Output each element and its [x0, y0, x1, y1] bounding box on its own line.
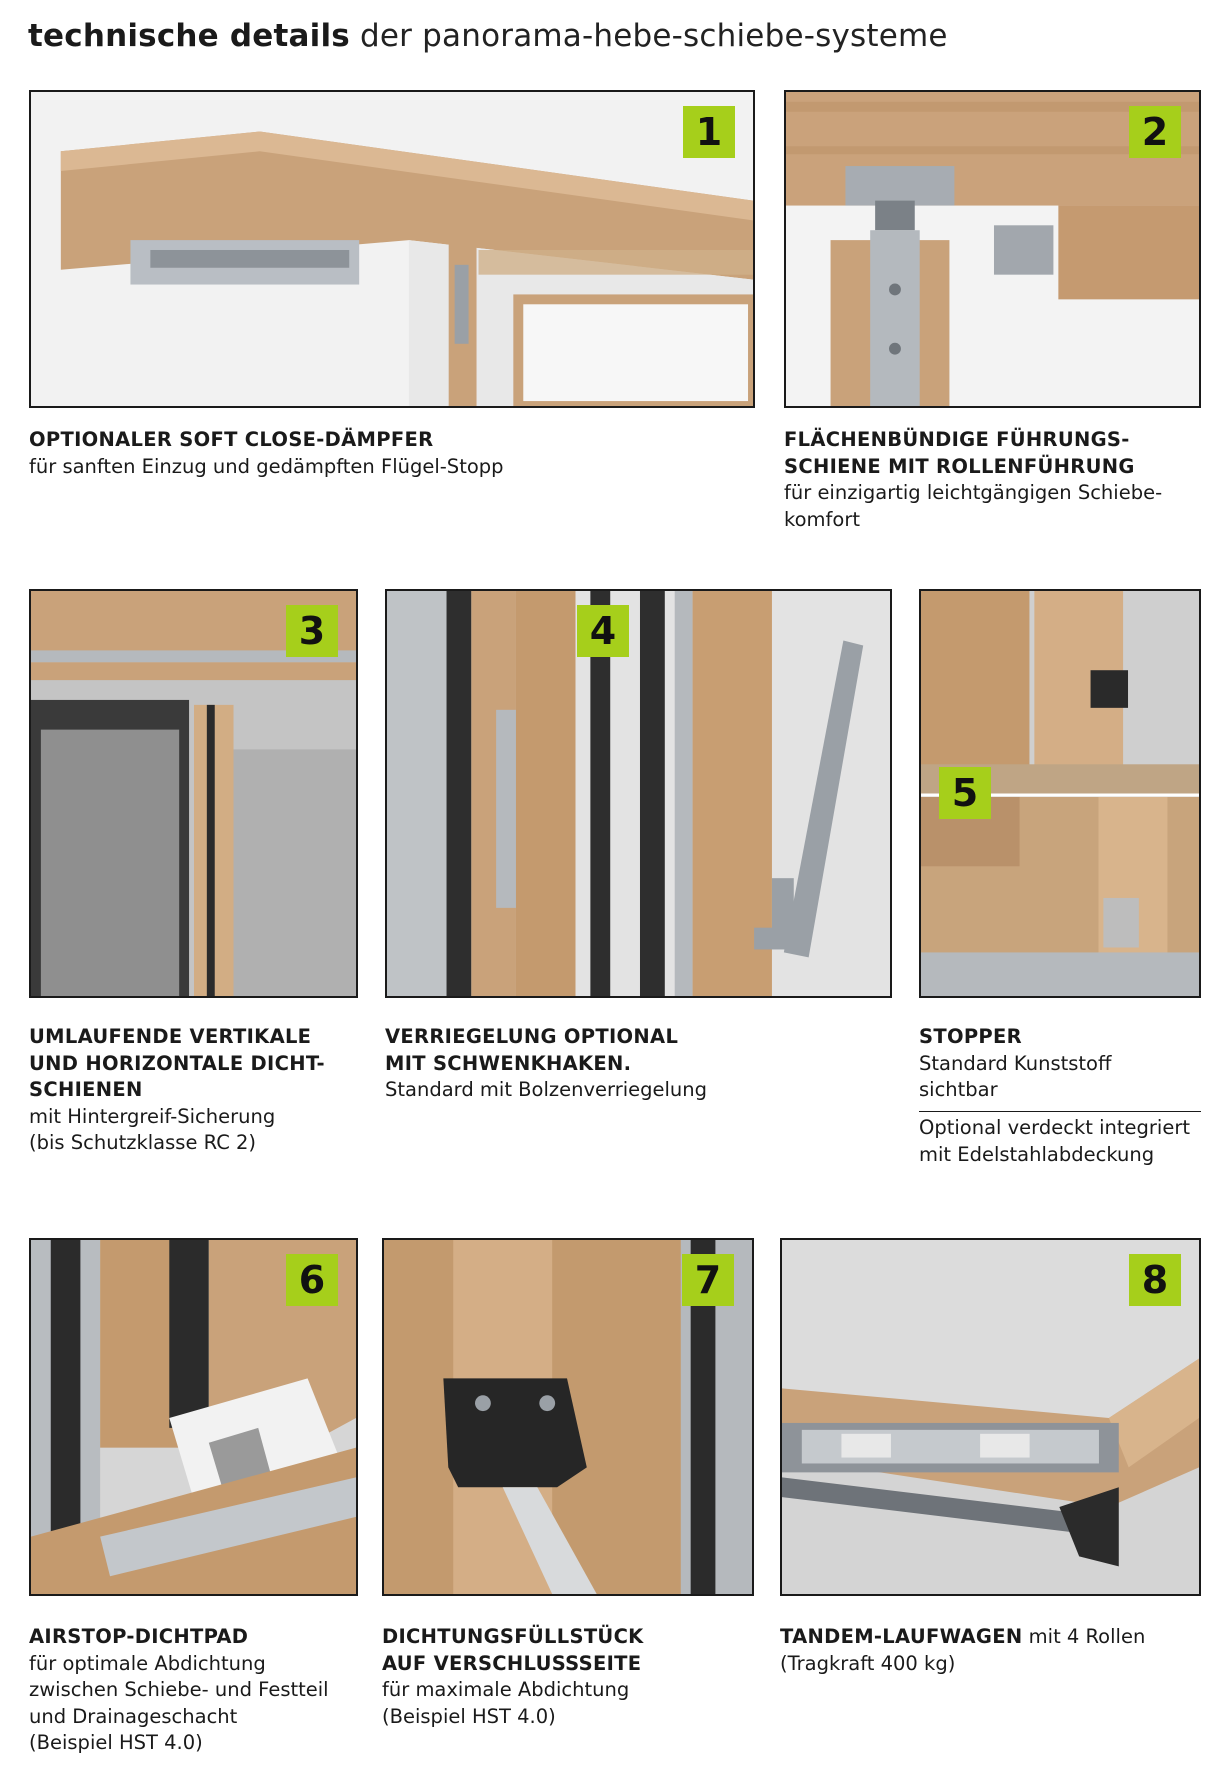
caption-3-text-line-2: (bis Schutzklasse RC 2) [29, 1131, 257, 1154]
caption-6-text-line-3: und Drainageschacht [29, 1704, 238, 1728]
photo-panel-8 [780, 1238, 1201, 1596]
photo-panel-7 [382, 1238, 754, 1596]
photo-panel-2 [784, 90, 1201, 408]
title-light: der panorama-hebe-schiebe-systeme [360, 18, 948, 54]
caption-5-optional [919, 1115, 1190, 1168]
caption-5-divider [919, 1111, 1201, 1112]
caption-6 [29, 1624, 329, 1757]
caption-2-text-line-2: komfort [784, 507, 860, 531]
badge-8: 8 [1129, 1254, 1181, 1306]
caption-7-heading-line-2: AUF VERSCHLUSSSEITE [382, 1651, 642, 1675]
caption-4-heading-line-1: VERRIEGELUNG OPTIONAL [385, 1025, 679, 1048]
caption-8 [780, 1624, 1145, 1677]
caption-8-heading-rest: mit 4 Rollen [1022, 1625, 1146, 1648]
caption-7-text-line-2: (Beispiel HST 4.0) [382, 1704, 556, 1728]
caption-4-text-line-1: Standard mit Bolzenverriegelung [385, 1078, 708, 1101]
caption-3-heading-line-2: UND HORIZONTALE DICHT- [29, 1051, 325, 1075]
caption-3-heading-line-1: UMLAUFENDE VERTIKALE [29, 1025, 312, 1048]
photo-panel-5 [919, 589, 1201, 998]
badge-5: 5 [939, 767, 991, 819]
caption-5-optional-line-1: Optional verdeckt integriert [919, 1116, 1190, 1139]
badge-3: 3 [286, 605, 338, 657]
badge-2: 2 [1129, 106, 1181, 158]
caption-4-heading-line-2: MIT SCHWENKHAKEN. [385, 1051, 632, 1075]
caption-4 [385, 1024, 707, 1104]
caption-2-heading-line-1: FLÄCHENBÜNDIGE FÜHRUNGS- [784, 428, 1130, 451]
caption-5-optional-line-2: mit Edelstahlabdeckung [919, 1142, 1155, 1166]
locking-hook-illustration [387, 591, 890, 996]
caption-6-text-line-1: für optimale Abdichtung [29, 1651, 266, 1675]
soft-close-damper-illustration [31, 92, 753, 406]
caption-5-text-line-1: Standard Kunststoff [919, 1051, 1112, 1075]
caption-5-text-line-2: sichtbar [919, 1078, 998, 1101]
page-title [28, 18, 948, 54]
caption-7 [382, 1624, 644, 1730]
caption-8-text-line-1: (Tragkraft 400 kg) [780, 1651, 956, 1675]
caption-6-text-line-2: zwischen Schiebe- und Festteil [29, 1678, 329, 1701]
caption-6-heading: AIRSTOP-DICHTPAD [29, 1625, 249, 1648]
caption-5 [919, 1024, 1111, 1104]
caption-3-text-line-1: mit Hintergreif-Sicherung [29, 1104, 276, 1128]
caption-8-heading: TANDEM-LAUFWAGEN [780, 1625, 1023, 1648]
caption-8-heading-row [780, 1624, 1145, 1651]
caption-3-heading-line-3: SCHIENEN [29, 1078, 143, 1101]
photo-panel-3 [29, 589, 358, 998]
caption-1 [29, 427, 504, 480]
caption-6-text-line-4: (Beispiel HST 4.0) [29, 1731, 203, 1754]
caption-5-heading: STOPPER [919, 1025, 1022, 1048]
photo-panel-4 [385, 589, 892, 998]
badge-1: 1 [683, 106, 735, 158]
badge-7: 7 [682, 1254, 734, 1306]
caption-7-text-line-1: für maximale Abdichtung [382, 1678, 630, 1701]
badge-4: 4 [577, 605, 629, 657]
caption-3 [29, 1024, 325, 1157]
caption-2-text-line-1: für einzigartig leichtgängigen Schiebe- [784, 481, 1163, 504]
caption-2-heading-line-2: SCHIENE MIT ROLLENFÜHRUNG [784, 454, 1135, 478]
title-bold: technische details [28, 18, 350, 54]
caption-1-heading: OPTIONALER SOFT CLOSE-DÄMPFER [29, 428, 434, 451]
badge-6: 6 [286, 1254, 338, 1306]
photo-panel-1 [29, 90, 755, 408]
caption-7-heading-line-1: DICHTUNGSFÜLLSTÜCK [382, 1625, 644, 1648]
caption-2 [784, 427, 1162, 533]
photo-panel-6 [29, 1238, 358, 1596]
caption-1-text: für sanften Einzug und gedämpften Flügel-Stopp [29, 454, 504, 478]
